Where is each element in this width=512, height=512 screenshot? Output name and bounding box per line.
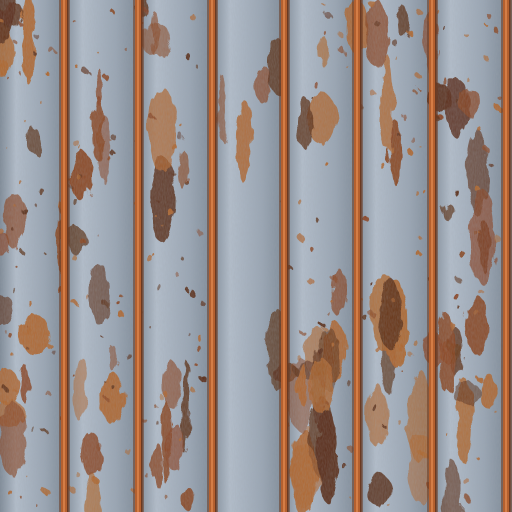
rib-edge <box>215 0 217 512</box>
rib <box>352 0 363 512</box>
rib-highlight <box>137 0 139 512</box>
rib-highlight <box>356 0 358 512</box>
rib-edge <box>141 0 143 512</box>
rib-edge <box>67 0 69 512</box>
rib-edge <box>509 0 511 512</box>
rib-highlight <box>431 0 433 512</box>
rib <box>501 0 512 512</box>
rib <box>59 0 70 512</box>
rib-highlight <box>63 0 65 512</box>
rib <box>207 0 218 512</box>
rib <box>279 0 290 512</box>
rib-highlight <box>505 0 507 512</box>
rib-highlight <box>211 0 213 512</box>
rib-edge <box>360 0 362 512</box>
rib-edge <box>435 0 437 512</box>
rib-edge <box>287 0 289 512</box>
rib <box>133 0 144 512</box>
rib <box>427 0 438 512</box>
rib-highlight <box>283 0 285 512</box>
